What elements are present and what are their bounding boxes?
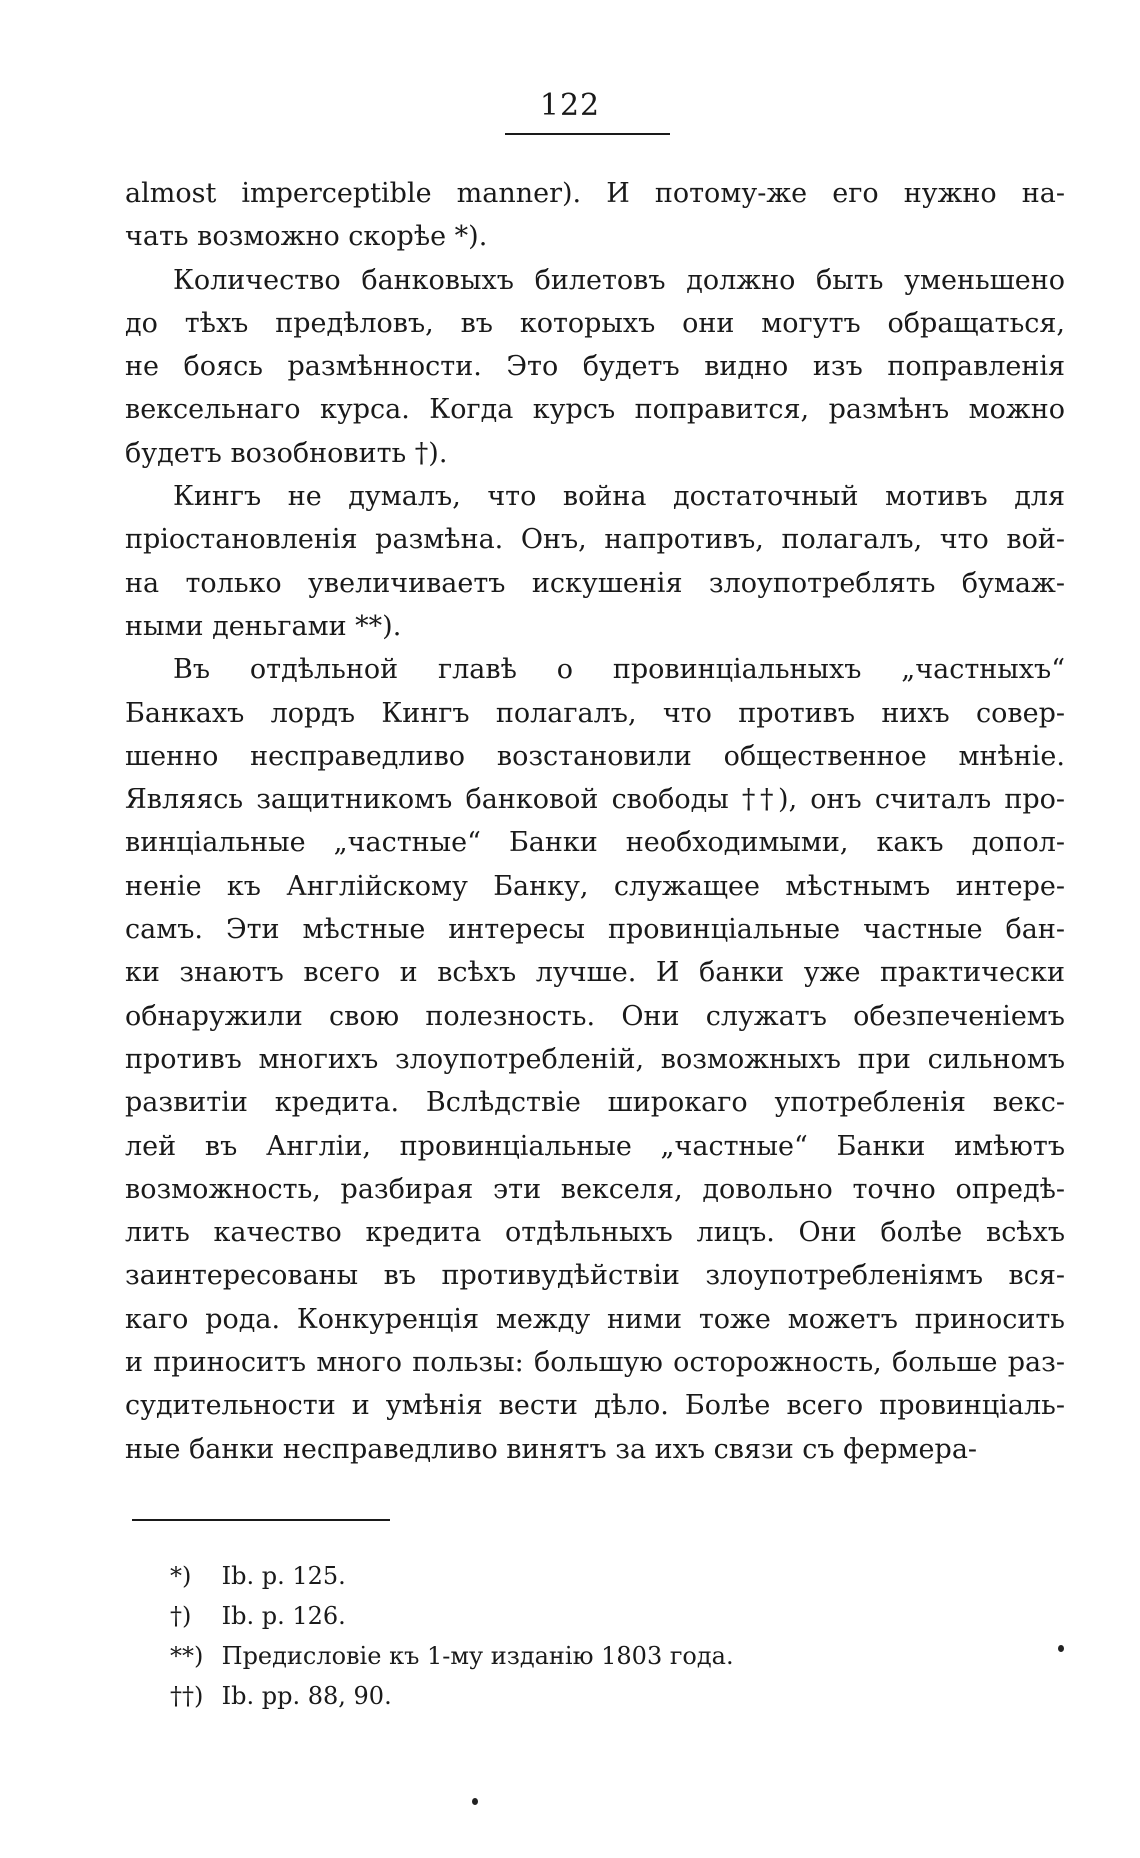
footnote-text: Ib. p. 126. xyxy=(221,1602,346,1630)
text-line: шенно несправедливо возстановили общественное мнѣніе. xyxy=(125,740,1065,772)
text-line: неніе къ Англійскому Банку, служащее мѣстнымъ интере- xyxy=(125,870,1065,902)
text-line: до тѣхъ предѣловъ, въ которыхъ они могутъ обращаться, xyxy=(125,307,1065,339)
footnotes xyxy=(170,1556,734,1716)
footnote-mark: †) xyxy=(170,1602,192,1630)
text-line: не боясь размѣнности. Это будетъ видно изъ поправленія xyxy=(125,351,1065,383)
ink-speck xyxy=(1058,1645,1064,1652)
footnote-item xyxy=(170,1676,734,1716)
text-line: лей въ Англіи, провинціальные „частные“ Банки имѣютъ xyxy=(125,1130,1065,1162)
text-line: чать возможно скорѣе *). xyxy=(125,221,488,253)
text-line: противъ многихъ злоупотребленій, возможныхъ при сильномъ xyxy=(125,1043,1065,1075)
footnote-mark: *) xyxy=(170,1562,192,1590)
footnote-mark: **) xyxy=(170,1642,204,1670)
text-line: возможность, разбирая эти векселя, довольно точно опредѣ- xyxy=(125,1173,1065,1205)
text-line: лить качество кредита отдѣльныхъ лицъ. Они болѣе всѣхъ xyxy=(125,1217,1065,1249)
text-line: и приноситъ много пользы: большую осторожность, больше раз- xyxy=(125,1347,1065,1379)
text-line: самъ. Эти мѣстные интересы провинціальные частные бан- xyxy=(125,914,1065,946)
text-line: судительности и умѣнія вести дѣло. Болѣе всего провинціаль- xyxy=(125,1390,1065,1422)
text-line: на только увеличиваетъ искушенія злоупотреблять бумаж- xyxy=(125,567,1065,599)
text-line: заинтересованы въ противудѣйствіи злоупотребленіямъ вся- xyxy=(125,1260,1065,1292)
text-line: Являясь защитникомъ банковой свободы ††), онъ считалъ про- xyxy=(125,784,1065,816)
footnote-text: Ib. pp. 88, 90. xyxy=(221,1682,392,1710)
footnote-item xyxy=(170,1636,734,1676)
text-line: Банкахъ лордъ Кингъ полагалъ, что противъ нихъ совер- xyxy=(125,697,1065,729)
ink-speck xyxy=(472,1798,478,1805)
footnote-text: Предисловіе къ 1-му изданію 1803 года. xyxy=(221,1642,734,1670)
footnote-item xyxy=(170,1556,734,1596)
text-line: пріостановленія размѣна. Онъ, напротивъ, полагалъ, что вой- xyxy=(125,524,1065,556)
text-line: Въ отдѣльной главѣ о провинціальныхъ „частныхъ“ xyxy=(173,654,1065,686)
text-line: будетъ возобновить †). xyxy=(125,437,448,469)
text-line: винціальные „частные“ Банки необходимыми, какъ допол- xyxy=(125,827,1065,859)
footnote-mark: ††) xyxy=(170,1682,204,1710)
header-rule xyxy=(505,133,670,135)
text-line: вексельнаго курса. Когда курсъ поправится, размѣнъ можно xyxy=(125,394,1065,426)
text-line: развитіи кредита. Вслѣдствіе широкаго употребленія векс- xyxy=(125,1087,1065,1119)
text-line: обнаружили свою полезность. Они служатъ обезпеченіемъ xyxy=(125,1000,1065,1032)
text-line: ки знаютъ всего и всѣхъ лучше. И банки уже практически xyxy=(125,957,1065,989)
main-text xyxy=(125,172,1065,1471)
text-line: Количество банковыхъ билетовъ должно быть уменьшено xyxy=(173,264,1065,296)
page-number: 122 xyxy=(539,88,601,123)
text-line: ные банки несправедливо винятъ за ихъ связи съ фермера- xyxy=(125,1433,978,1465)
text-line: ными деньгами **). xyxy=(125,610,402,642)
footnote-separator xyxy=(132,1519,390,1521)
footnote-item xyxy=(170,1596,734,1636)
footnote-text: Ib. p. 125. xyxy=(221,1562,346,1590)
text-line: Кингъ не думалъ, что война достаточный мотивъ для xyxy=(173,481,1065,513)
text-line: almost imperceptible manner). И потому-же его нужно на- xyxy=(125,178,1065,209)
text-line: каго рода. Конкуренція между ними тоже можетъ приносить xyxy=(125,1303,1065,1335)
